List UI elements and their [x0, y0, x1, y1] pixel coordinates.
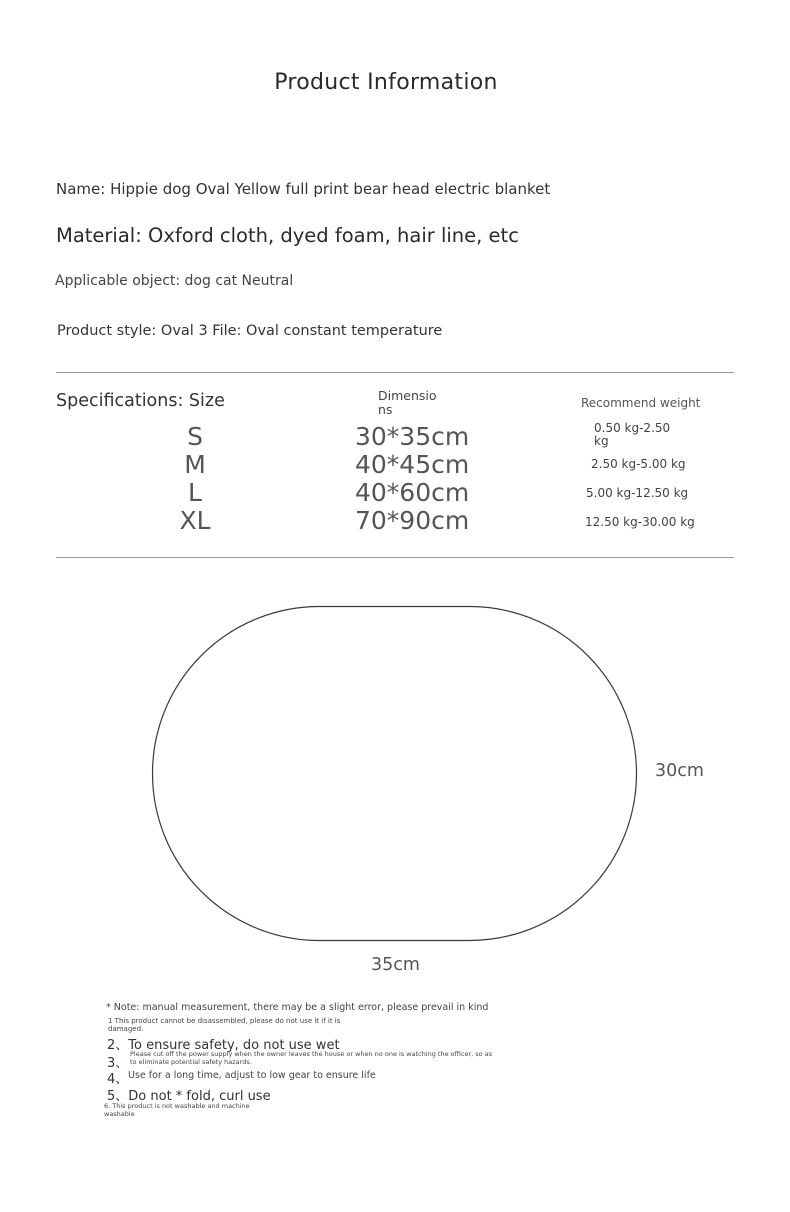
- applicable-object: Applicable object: dog cat Neutral: [55, 273, 294, 289]
- note-item-6-line1: 6. This product is not washable and machine: [104, 1102, 250, 1110]
- weight-m: 2.50 kg-5.00 kg: [591, 457, 686, 471]
- height-dimension-label: 30cm: [655, 761, 704, 781]
- width-dimension-label: 35cm: [371, 955, 420, 975]
- weight-l: 5.00 kg-12.50 kg: [586, 486, 689, 500]
- note-item-3-line1: Please cut off the power supply when the owner leaves the house or when no one is watching the officer, so as: [130, 1050, 493, 1058]
- oval-outline: [153, 607, 637, 941]
- note-item-1-line1: 1 This product cannot be disassembled, please do not use it if it is: [108, 1017, 341, 1025]
- note-item-6-line2: washable: [104, 1110, 135, 1118]
- dimensions-header: [378, 389, 438, 417]
- divider-bottom: [56, 557, 734, 558]
- weight-s-line1: 0.50 kg-2.50: [594, 421, 671, 435]
- weight-s-line2: kg: [594, 434, 609, 448]
- size-xl: XL: [179, 506, 211, 535]
- product-style: Product style: Oval 3 File: Oval constant temperature: [57, 323, 443, 339]
- note-item-3-number: 3、: [107, 1056, 129, 1071]
- specifications-label: Specifications: Size: [56, 391, 225, 411]
- dimensions-s: 30*35cm: [355, 422, 470, 451]
- dimensions-m: 40*45cm: [355, 450, 470, 479]
- note-item-4-text: Use for a long time, adjust to low gear to ensure life: [128, 1070, 376, 1081]
- dimensions-l: 40*60cm: [355, 478, 470, 507]
- dimensions-xl: 70*90cm: [355, 506, 470, 535]
- product-material: Material: Oxford cloth, dyed foam, hair line, etc: [56, 224, 519, 247]
- product-name: Name: Hippie dog Oval Yellow full print bear head electric blanket: [56, 180, 551, 198]
- note-item-3-line2: to eliminate potential safety hazards.: [130, 1058, 252, 1066]
- note-item-2-text: To ensure safety, do not use wet: [128, 1038, 340, 1053]
- size-m: M: [184, 450, 206, 479]
- measurement-note: * Note: manual measurement, there may be a slight error, please prevail in kind: [106, 1002, 489, 1013]
- note-item-5-text: Do not * fold, curl use: [128, 1089, 271, 1104]
- note-item-5-number: 5、: [107, 1089, 129, 1104]
- weight-xl: 12.50 kg-30.00 kg: [585, 515, 695, 529]
- divider-top: [56, 372, 734, 373]
- size-s: S: [187, 422, 203, 451]
- weight-header: Recommend weight: [581, 396, 701, 410]
- page-title: Product Information: [274, 70, 498, 95]
- dimensions-header-line2: ns: [378, 402, 393, 417]
- dimensions-header-line1: Dimensio: [378, 388, 437, 403]
- note-item-2-number: 2、: [107, 1038, 129, 1053]
- size-l: L: [188, 478, 202, 507]
- note-item-1-line2: damaged.: [108, 1025, 144, 1033]
- note-item-4-number: 4、: [107, 1072, 129, 1087]
